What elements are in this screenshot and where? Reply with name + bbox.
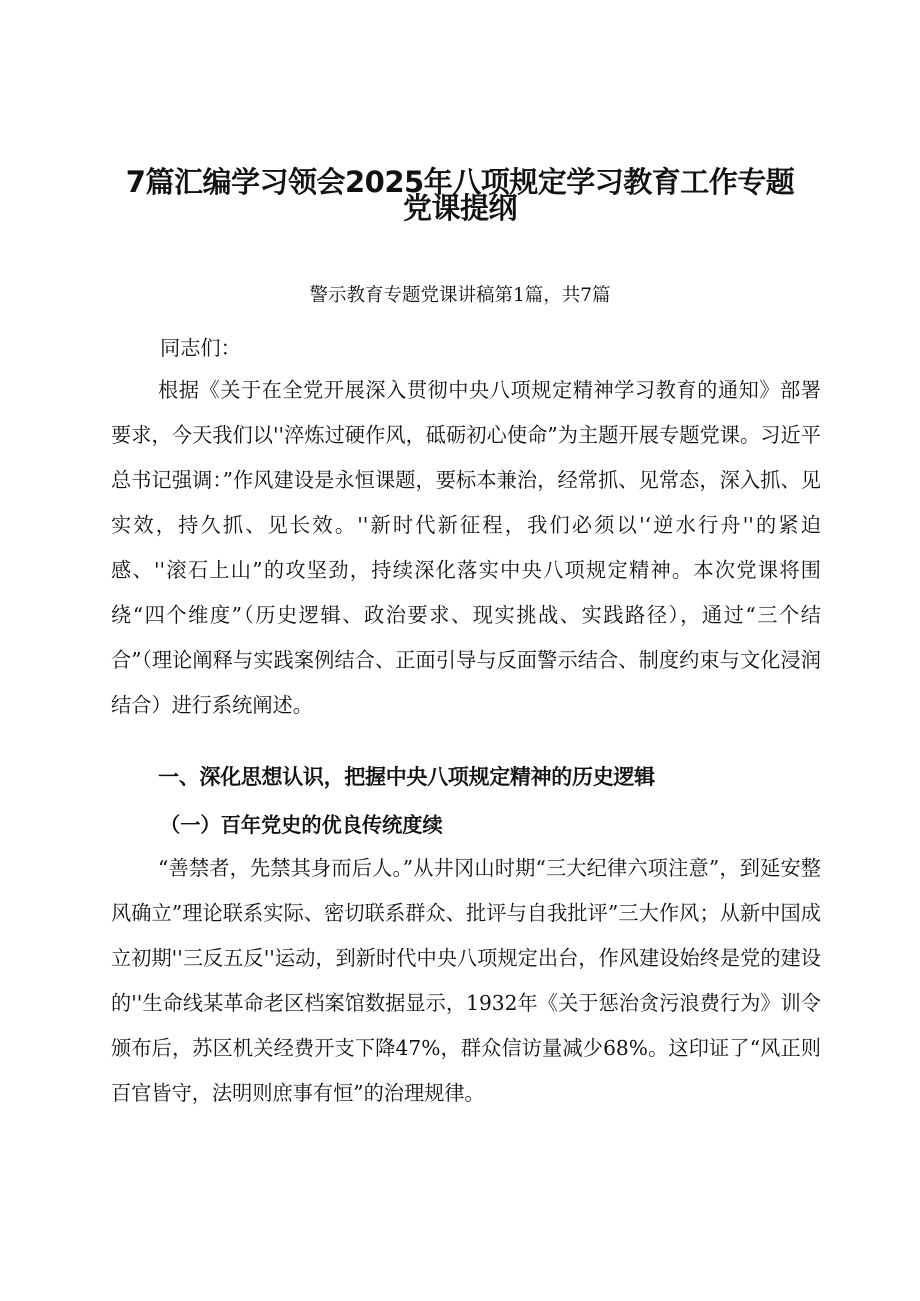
document-title-line-1: 7篇汇编学习领会2025年八项规定学习教育工作专题 [125,165,795,199]
greeting: 同志们： [160,336,241,360]
subsection-heading-1: （一）百年党史的优良传统度续 [160,813,443,837]
document-title-line-2: 党课提纲 [402,191,517,225]
body-paragraph-2: “善禁者，先禁其身而后人。”从井冈山时期“三大纪律六项注意”，到延安整风确立”理论联系实际、密切联系群众、批评与自我批评”三大作风；从新中国成立初期''三反五反''运动，到新时代中央八项规定出台，作风建设始终是党的建设的''生命线某革命老区档案馆数据显示，1932年《关于惩治贪污浪费行为》训令颁布后，苏区机关经费开支下降47%，群众信访量减少68%。这印证了“风正则百官皆守，法明则庶事有恒”的治理规律。 [111,856,821,1105]
body-paragraph-1: 根据《关于在全党开展深入贯彻中央八项规定精神学习教育的通知》部署要求，今天我们以''淬炼过硬作风，砥砺初心使命”为主题开展专题党课。习近平总书记强调：”作风建设是永恒课题，要标本兼治，经常抓、见常态，深入抓、见实效，持久抓、见长效。''新时代新征程，我们必须以'‘逆水行舟''的紧迫感、''滚石上山”的攻坚劲，持续深化落实中央八项规定精神。本次党课将围绕“四个维度”（历史逻辑、政治要求、现实挑战、实践路径），通过“三个结合”（理论阐释与实践案例结合、正面引导与反面警示结合、制度约束与文化浸润结合）进行系统阐述。 [111,378,821,717]
document-subtitle: 警示教育专题党课讲稿第1篇，共7篇 [309,285,611,306]
section-heading-1: 一、深化思想认识，把握中央八项规定精神的历史逻辑 [158,765,655,789]
